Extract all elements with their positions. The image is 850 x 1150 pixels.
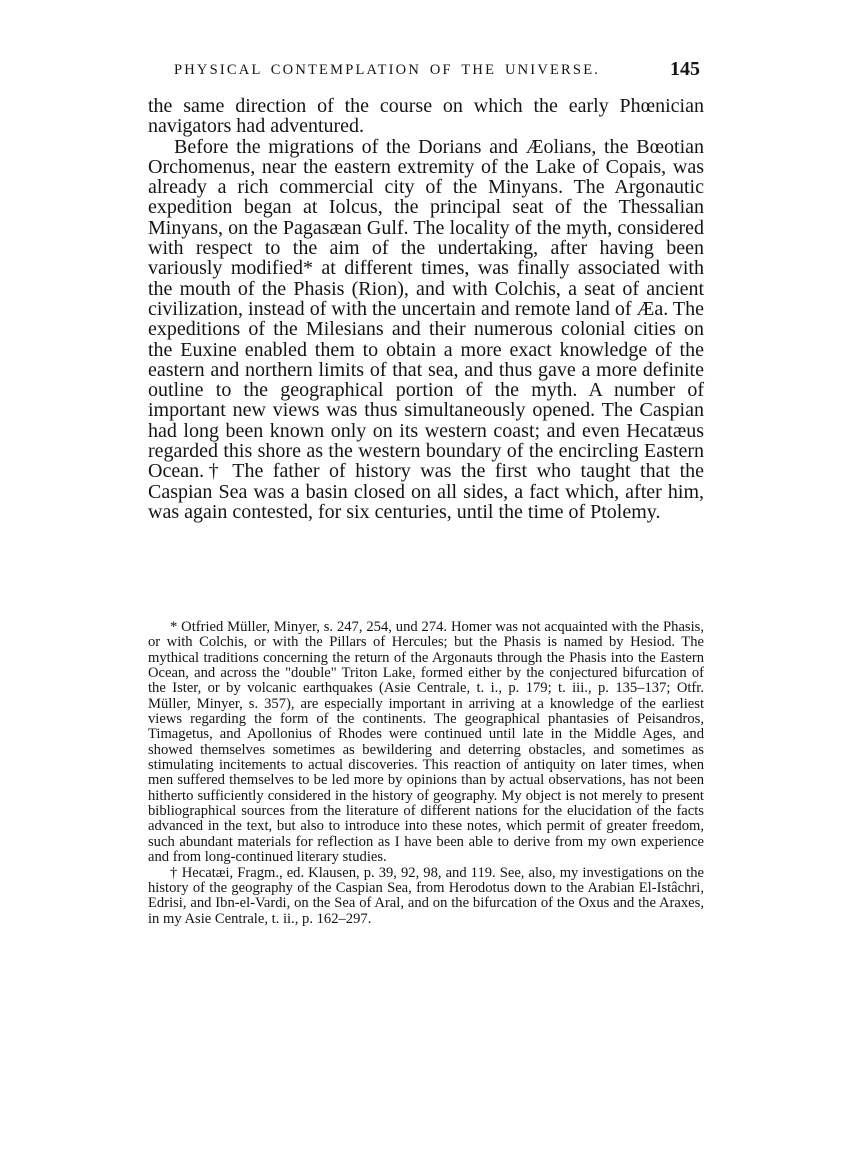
body-paragraph: Before the migrations of the Dorians and Æolians, the Bœotian Orchomenus, near the eastern extremity of the Lake of Copais, was already a rich commercial city of the Minyans. The Argonautic expedition began at Iolcus, the principal seat of the Thessalian Minyans, on the Pagasæan Gulf. The locality of the myth, considered with respect to the aim of the undertaking, after having been variously modified* at different times, was finally associated with the mouth of the Phasis (Rion), and with Colchis, a seat of ancient civilization, instead of with the uncertain and remote land of Æa. The expeditions of the Milesians and their numerous colonial cities on the Euxine enabled them to obtain a more exact knowledge of the eastern and northern limits of that sea, and thus gave a more definite outline to the geographical portion of the myth. A number of important new views was thus simultaneously opened. The Caspian had long been known only on its western coast; and even Hecatæus regarded this shore as the western boundary of the encircling Eastern Ocean.† The father of history was the first who taught that the Caspian Sea was a basin closed on all sides, a fact which, after him, was again contested, for six centuries, until the time of Ptolemy.: [148, 135, 704, 523]
body-text: [148, 96, 704, 522]
footnote: * Otfried Müller, Minyer, s. 247, 254, und 274. Homer was not acquainted with the Phasis, or with Colchis, or with the Pillars of Hercules; but the Phasis is named by Hesiod. The mythical traditions concerning the return of the Argonauts through the Phasis into the Eastern Ocean, and across the "double" Triton Lake, formed either by the conjectured bifurcation of the Ister, or by volcanic earthquakes (Asie Centrale, t. i., p. 179; t. iii., p. 135–137; Otfr. Müller, Minyer, s. 357), are especially important in arriving at a knowledge of the earliest views regarding the form of the continents. The geographical phantasies of Peisandros, Timagetus, and Apollonius of Rhodes were continued until late in the Middle Ages, and showed themselves sometimes as bewildering and deterring obstacles, and sometimes as stimulating incitements to actual discoveries. This reaction of antiquity on later times, when men suffered themselves to be led more by opinions than by actual observations, has not been hitherto sufficiently considered in the history of geography. My object is not merely to present bibliographical sources from the literature of different nations for the elucidation of the facts advanced in the text, but also to introduce into these notes, which permit of greater freedom, such abundant materials for reflection as I have been able to derive from my own experience and from long-continued literary studies.: [148, 619, 704, 866]
running-head: [148, 56, 700, 86]
footnotes: [148, 620, 704, 927]
running-title: PHYSICAL CONTEMPLATION OF THE UNIVERSE.: [174, 62, 601, 78]
body-paragraph: the same direction of the course on which the early Phœnician navigators had adventured.: [148, 95, 704, 138]
page-number: 145: [670, 58, 700, 80]
footnote: † Hecatæi, Fragm., ed. Klausen, p. 39, 92, 98, and 119. See, also, my investigations on the history of the geography of the Caspian Sea, from Herodotus down to the Arabian El-Istâchri, Edrisi, and Ibn-el-Vardi, on the Sea of Aral, and on the bifurcation of the Oxus and the Araxes, in my Asie Centrale, t. ii., p. 162–297.: [148, 864, 704, 927]
